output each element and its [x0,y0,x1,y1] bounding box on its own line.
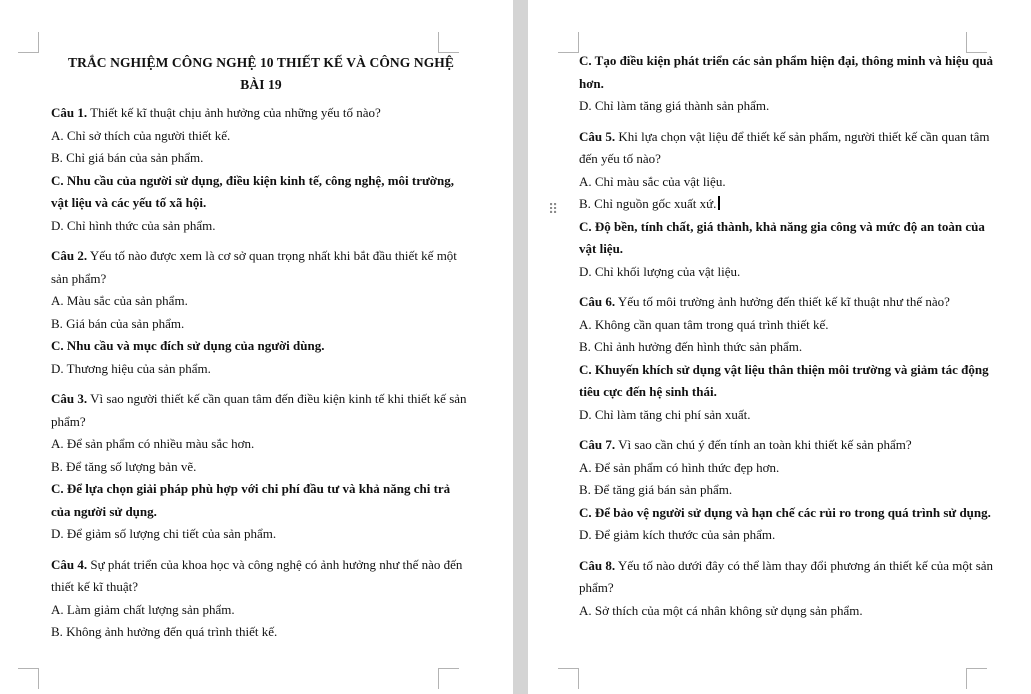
question-text: Câu 1. Thiết kế kĩ thuật chịu ảnh hưởng của những yếu tố nào? [51,105,381,120]
option-correct: C. Tạo điều kiện phát triển các sản phẩm hiện đại, thông minh và hiệu quả hơn. [579,53,994,91]
document-title: TRẮC NGHIỆM CÔNG NGHỆ 10 THIẾT KẾ VÀ CÔNG NGHỆ [67,55,455,70]
option: D. Chỉ hình thức của sản phẩm. [51,217,216,233]
option-correct: C. Khuyến khích sử dụng vật liệu thân thiện môi trường và giảm tác động tiêu cực đến hệ sinh thái. [579,361,989,399]
option-correct: C. Độ bền, tính chất, giá thành, khả năng gia công và mức độ an toàn của vật liệu. [579,218,985,256]
page-gap [513,0,528,694]
option-correct: C. Để bảo vệ người sử dụng và hạn chế các rủi ro trong quá trình sử dụng. [579,504,991,520]
option: A. Không cần quan tâm trong quá trình thiết kế. [579,316,829,332]
question-text: Câu 3. Vì sao người thiết kế cần quan tâm đến điều kiện kinh tế khi thiết kế sản phẩm? [51,391,467,429]
option-correct: C. Nhu cầu của người sử dụng, điều kiện kinh tế, công nghệ, môi trường, vật liệu và các yếu tố xã hội. [51,172,454,210]
option: D. Chỉ làm tăng giá thành sản phẩm. [579,98,770,113]
document-subtitle: BÀI 19 [240,77,282,92]
question-8 [579,555,999,623]
option: D. Thương hiệu của sản phẩm. [51,360,211,376]
question-4 [51,554,471,644]
option: A. Làm giảm chất lượng sản phẩm. [51,601,235,617]
option: B. Giá bán của sản phẩm. [51,315,185,331]
question-text: Câu 4. Sự phát triển của khoa học và công nghệ có ảnh hưởng như thế nào đến thiết kế kĩ thuật? [51,556,463,594]
option: D. Để giảm kích thước của sản phẩm. [579,527,776,542]
crop-mark [18,32,39,53]
option: A. Sở thích của một cá nhân không sử dụng sản phẩm. [579,602,863,618]
document-page-right[interactable] [528,0,1031,694]
option: B. Để tăng giá bán sản phẩm. [579,482,733,497]
question-1 [51,102,471,237]
question-text: Câu 6. Yếu tố môi trường ảnh hưởng đến thiết kế kĩ thuật như thế nào? [579,294,950,309]
question-6 [579,291,999,426]
page-content[interactable] [579,50,999,630]
drag-handle-icon[interactable]: ⠿ [548,202,559,218]
question-4-continued [579,50,999,118]
option: B. Chỉ ảnh hưởng đến hình thức sản phẩm. [579,339,803,354]
option-correct: C. Để lựa chọn giải pháp phù hợp với chi phí đầu tư và khả năng chi trả của người sử dụng. [51,481,451,519]
option: D. Chỉ khối lượng của vật liệu. [579,263,741,279]
option: D. Chỉ làm tăng chi phí sản xuất. [579,406,751,422]
question-text: Câu 2. Yếu tố nào được xem là cơ sở quan trọng nhất khi bắt đầu thiết kế một sản phẩm? [51,248,457,286]
page-content[interactable] [51,0,471,652]
option-with-cursor: B. Chỉ nguồn gốc xuất xứ. [579,193,999,216]
crop-mark [558,32,579,53]
question-7 [579,434,999,547]
option: B. Chỉ giá bán của sản phẩm. [51,150,204,165]
crop-mark [558,668,579,689]
text-cursor [718,196,720,210]
option: D. Để giảm số lượng chi tiết của sản phẩm. [51,526,277,541]
crop-mark [438,668,459,689]
crop-mark [18,668,39,689]
option: A. Chỉ màu sắc của vật liệu. [579,173,726,189]
option: B. Không ảnh hưởng đến quá trình thiết kế. [51,624,278,639]
option: A. Chỉ sở thích của người thiết kế. [51,127,231,143]
question-5 [579,126,999,284]
question-2 [51,245,471,380]
document-page-left[interactable] [0,0,513,694]
crop-mark [966,668,987,689]
option: B. Để tăng số lượng bản vẽ. [51,458,197,474]
question-text: Câu 7. Vì sao cần chú ý đến tính an toàn khi thiết kế sản phẩm? [579,437,912,452]
question-text: Câu 5. Khi lựa chọn vật liệu để thiết kế sản phẩm, người thiết kế cần quan tâm đến yếu tố nào? [579,128,990,166]
question-text: Câu 8. Yếu tố nào dưới đây có thể làm thay đổi phương án thiết kế của một sản phẩm? [579,557,994,595]
question-3 [51,388,471,546]
option: A. Để sản phẩm có nhiều màu sắc hơn. [51,436,255,451]
option-correct: C. Nhu cầu và mục đích sử dụng của người dùng. [51,338,325,353]
option: A. Màu sắc của sản phẩm. [51,293,188,308]
option: A. Để sản phẩm có hình thức đẹp hơn. [579,459,780,475]
